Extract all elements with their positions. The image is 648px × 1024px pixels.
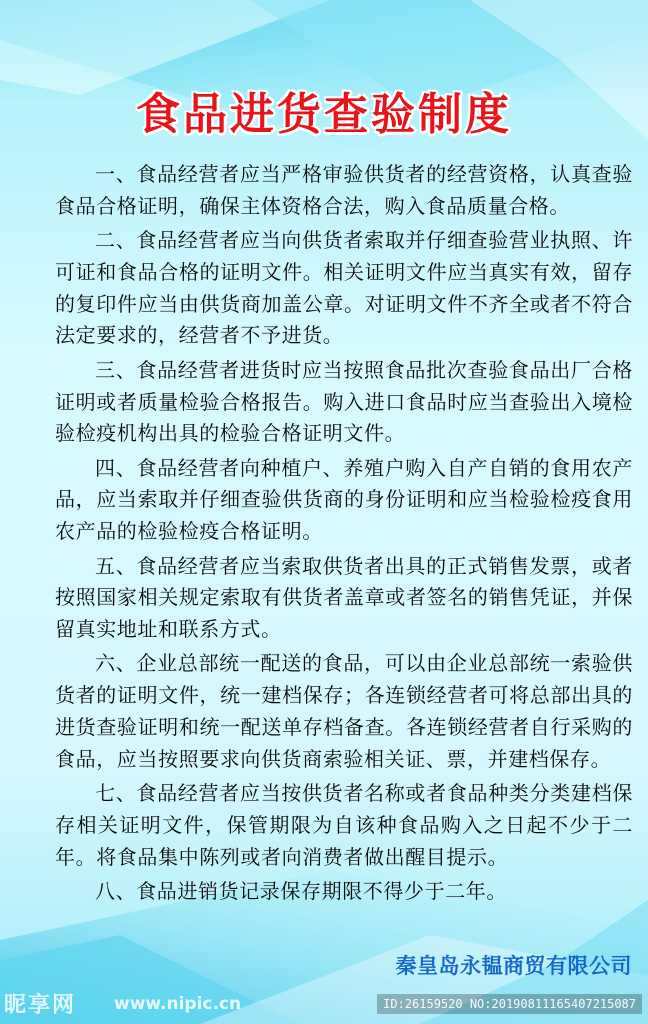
paragraph-5: 五、食品经营者应当索取供货者出具的正式销售发票，或者按照国家相关规定索取有供货者盖章或者签名的销售凭证，并保留真实地址和联系方式。 — [55, 553, 633, 642]
watermark-id: ID:26159520 NO:20190811165407215087 — [377, 994, 642, 1014]
paragraph-2: 二、食品经营者应当向供货者索取并仔细查验营业执照、许可证和食品合格的证明文件。相关证明文件应当真实有效，留存的复印件应当由供货商加盖公章。对证明文件不齐全或者不符合法定要求的，经营者不予进货。 — [55, 228, 633, 348]
paragraph-4: 四、食品经营者向种植户、养殖户购入自产自销的食用农产品，应当索取并仔细查验供货商的身份证明和应当检验检疫食用农产品的检验检疫合格证明。 — [55, 455, 633, 544]
paragraph-8: 八、食品进销货记录保存期限不得少于二年。 — [95, 879, 507, 904]
company-name: 秦皇岛永韫商贸有限公司 — [395, 954, 632, 978]
watermark-logo: 昵享网 — [4, 993, 77, 1018]
watermark-url: www.nipic.cn — [114, 994, 242, 1014]
paragraph-3: 三、食品经营者进货时应当按照食品批次查验食品出厂合格证明或者质量检验合格报告。购入进口食品时应当查验出入境检验检疫机构出具的检验合格证明文件。 — [55, 357, 633, 446]
regulation-body — [55, 159, 633, 910]
paragraph-1: 一、食品经营者应当严格审验供货者的经营资格，认真查验食品合格证明，确保主体资格合法，购入食品质量合格。 — [55, 162, 633, 218]
page-title: 食品进货查验制度 — [136, 89, 512, 140]
paragraph-6: 六、企业总部统一配送的食品，可以由企业总部统一索验供货者的证明文件，统一建档保存；各连锁经营者可将总部出具的进货查验证明和统一配送单存档备查。各连锁经营者自行采购的食品，应当按照要求向供货商索验相关证、票，并建档保存。 — [55, 651, 633, 771]
paragraph-7: 七、食品经营者应当按供货者名称或者食品种类分类建档保存相关证明文件，保管期限为自该种食品购入之日起不少于二年。将食品集中陈列或者向消费者做出醒目提示。 — [55, 781, 633, 869]
